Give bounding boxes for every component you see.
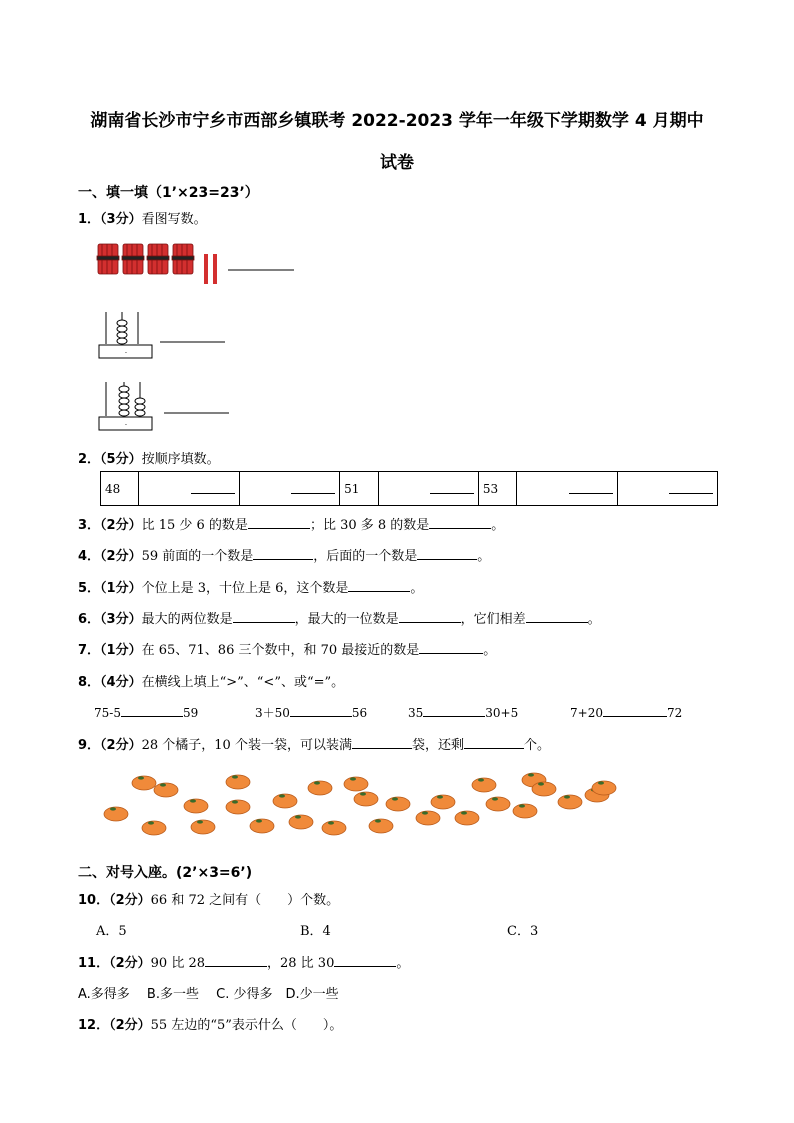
question-11: 11．（2分）90 比 28 ，28 比 30 。	[78, 952, 409, 971]
section-heading-2: 二、对号入座。(2’×3=6’)	[78, 865, 253, 881]
stick-bundle	[172, 244, 194, 274]
orange-icon	[226, 800, 250, 814]
orange-icon	[226, 775, 250, 789]
answer-blank[interactable]	[121, 703, 183, 717]
sequence-table	[100, 471, 718, 506]
orange-icon	[472, 778, 496, 792]
oranges-picture	[98, 770, 638, 844]
sequence-cell: 53	[478, 472, 516, 506]
svg-text:·: ·	[124, 421, 128, 429]
answer-blank[interactable]	[352, 735, 412, 749]
question-7: 7．（1分）在 65、71、86 三个数中，和 70 最接近的数是 。	[78, 639, 496, 658]
option-c[interactable]: C．3	[507, 924, 539, 939]
question-6: 6．（3分）最大的两位数是 ，最大的一位数是 ，它们相差 。	[78, 608, 601, 627]
option-a[interactable]: A．5	[96, 924, 127, 939]
answer-blank[interactable]	[233, 609, 295, 623]
single-stick	[204, 254, 208, 284]
question-11-options[interactable]: A.多得多 B.多一些 C. 少得多 D.少一些	[78, 987, 339, 1002]
sequence-cell-blank[interactable]	[139, 472, 239, 506]
answer-blank[interactable]	[526, 609, 588, 623]
single-stick	[213, 254, 217, 284]
answer-blank[interactable]	[429, 515, 491, 529]
compare-item-1: 75-5 59	[94, 703, 198, 720]
abacus-picture-1	[96, 308, 236, 366]
answer-blank[interactable]	[603, 703, 667, 717]
orange-icon	[486, 797, 510, 811]
stick-bundle	[147, 244, 169, 274]
orange-icon	[532, 782, 556, 796]
orange-icon	[455, 811, 479, 825]
question-12: 12．（2分）55 左边的“5”表示什么（ ）。	[78, 1018, 343, 1033]
sequence-cell-blank[interactable]	[617, 472, 717, 506]
compare-item-2: 3＋50 56	[255, 703, 367, 721]
orange-icon	[104, 807, 128, 821]
sequence-cell: 48	[101, 472, 139, 506]
answer-blank[interactable]	[348, 578, 410, 592]
stick-bundle	[97, 244, 119, 274]
orange-icon	[431, 795, 455, 809]
orange-icon	[154, 783, 178, 797]
orange-icon	[592, 781, 616, 795]
answer-blank[interactable]	[464, 735, 524, 749]
question-4: 4．（2分）59 前面的一个数是 ，后面的一个数是 。	[78, 545, 490, 564]
orange-icon	[369, 819, 393, 833]
compare-item-3: 35 30+5	[408, 703, 518, 720]
answer-blank[interactable]	[419, 640, 483, 654]
answer-blank[interactable]	[334, 953, 396, 967]
orange-icon	[513, 804, 537, 818]
question-8: 8．（4分）在横线上填上“>”、“<”、或“=”。	[78, 675, 345, 690]
answer-blank[interactable]	[417, 546, 477, 560]
orange-icon	[322, 821, 346, 835]
abacus-picture-2	[96, 378, 236, 436]
answer-blank[interactable]	[205, 953, 267, 967]
orange-icon	[308, 781, 332, 795]
answer-blank[interactable]	[423, 703, 485, 717]
option-b[interactable]: B．4	[300, 924, 331, 939]
orange-icon	[354, 792, 378, 806]
compare-item-4: 7+20 72	[570, 703, 682, 720]
orange-icon	[191, 820, 215, 834]
page-title: 湖南省长沙市宁乡市西部乡镇联考 2022-2023 学年一年级下学期数学 4 月期中	[90, 111, 704, 131]
orange-icon	[289, 815, 313, 829]
orange-icon	[184, 799, 208, 813]
sequence-cell-blank[interactable]	[517, 472, 617, 506]
orange-icon	[142, 821, 166, 835]
orange-icon	[273, 794, 297, 808]
answer-blank[interactable]	[248, 515, 310, 529]
section-heading-1: 一、填一填（1’×23=23’）	[78, 185, 259, 201]
answer-blank[interactable]	[253, 546, 313, 560]
answer-blank[interactable]	[399, 609, 461, 623]
orange-icon	[250, 819, 274, 833]
orange-icon	[558, 795, 582, 809]
sequence-cell: 51	[340, 472, 378, 506]
orange-icon	[132, 776, 156, 790]
answer-blank[interactable]	[290, 703, 352, 717]
svg-text:·: ·	[124, 349, 128, 357]
question-10: 10．（2分）66 和 72 之间有（ ）个数。	[78, 893, 340, 908]
question-5: 5．（1分）个位上是 3，十位上是 6，这个数是 。	[78, 577, 423, 596]
question-2: 2．（5分）按顺序填数。	[78, 452, 220, 467]
orange-icon	[344, 777, 368, 791]
sequence-cell-blank[interactable]	[239, 472, 339, 506]
orange-icon	[386, 797, 410, 811]
question-3: 3．（2分）比 15 少 6 的数是 ；比 30 多 8 的数是 。	[78, 514, 504, 533]
stick-bundles-picture	[96, 238, 306, 286]
question-1: 1．（3分）看图写数。	[78, 212, 207, 227]
sequence-cell-blank[interactable]	[378, 472, 478, 506]
question-9: 9．（2分）28 个橘子，10 个装一袋，可以装满 袋，还剩 个。	[78, 734, 550, 753]
orange-icon	[416, 811, 440, 825]
stick-bundle	[122, 244, 144, 274]
page-title-line2: 试卷	[380, 153, 414, 173]
